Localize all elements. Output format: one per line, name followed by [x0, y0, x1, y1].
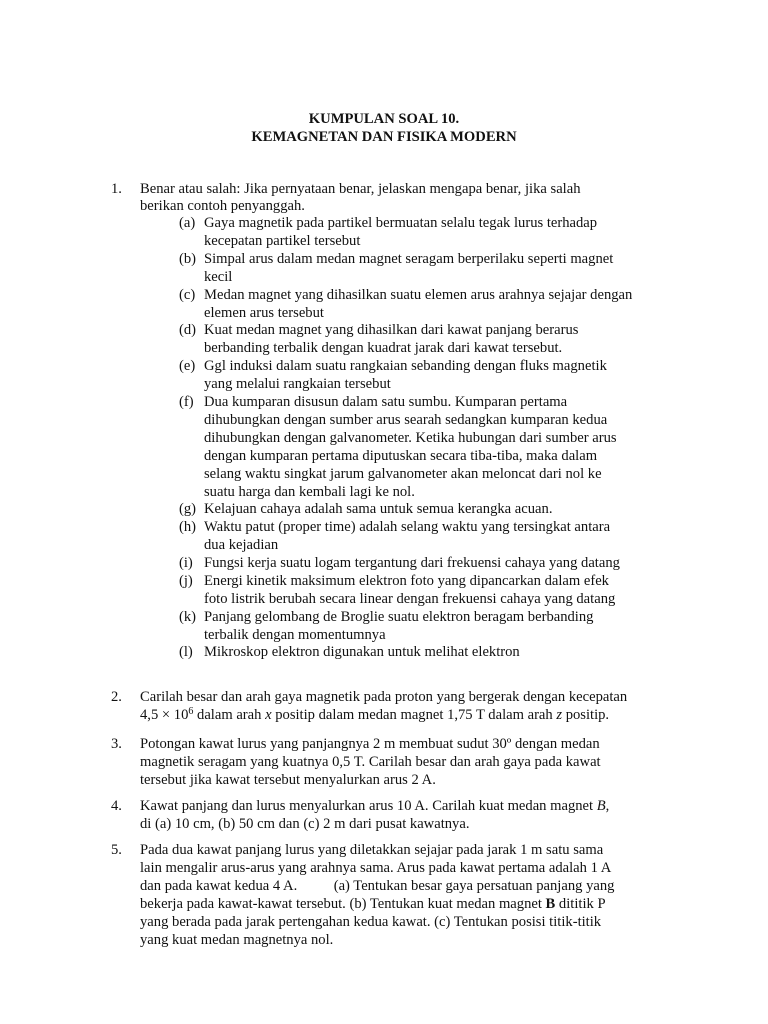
item-j-line-2: foto listrik berubah secara linear dengan frekuensi cahaya yang datang — [204, 591, 616, 607]
q4-var-b: B — [596, 798, 606, 814]
title-line-1: KUMPULAN SOAL 10. — [308, 111, 460, 127]
item-e-line-1: Ggl induksi dalam suatu rangkaian sebanding dengan fluks magnetik — [204, 358, 607, 374]
item-f-label: (f) — [179, 394, 194, 410]
q5-text-c: dititik P — [555, 896, 606, 912]
q2-coefficient: 4,5 × 10 — [140, 707, 189, 723]
item-g-label: (g) — [179, 501, 197, 517]
item-a-label: (a) — [179, 215, 196, 231]
question-1-intro-line-1: Benar atau salah: Jika pernyataan benar, jelaskan mengapa benar, jika salah — [140, 181, 581, 197]
question-1-number: 1. — [111, 181, 122, 197]
title-line-2: KEMAGNETAN DAN FISIKA MODERN — [251, 129, 517, 145]
item-b-line-1: Simpal arus dalam medan magnet seragam berperilaku seperti magnet — [204, 251, 614, 267]
item-d-line-2: berbanding terbalik dengan kuadrat jarak dari kawat tersebut. — [204, 340, 563, 356]
q4-text-a: Kawat panjang dan lurus menyalurkan arus 10 A. Carilah kuat medan magnet — [140, 798, 597, 814]
question-3-number: 3. — [111, 736, 122, 752]
item-j-line-1: Energi kinetik maksimum elektron foto yang dipancarkan dalam efek — [204, 573, 609, 589]
item-i-label: (i) — [179, 555, 193, 571]
item-l-line-1: Mikroskop elektron digunakan untuk melihat elektron — [204, 644, 520, 660]
question-5-line-2: lain mengalir arus-arus yang arahnya sama. Arus pada kawat pertama adalah 1 A — [140, 860, 612, 876]
item-i-line-1: Fungsi kerja suatu logam tergantung dari frekuensi cahaya yang datang — [204, 555, 620, 571]
question-2-line-2 — [140, 706, 609, 724]
question-5-line-6: yang kuat medan magnetnya nol. — [140, 932, 334, 948]
q4-text-c: , — [605, 798, 610, 814]
question-5-number: 5. — [111, 842, 122, 858]
item-f-line-3: dihubungkan dengan galvanometer. Ketika hubungan dari sumber arus — [204, 430, 617, 446]
item-l-label: (l) — [179, 644, 193, 660]
item-b-label: (b) — [179, 251, 197, 267]
question-5-line-4 — [140, 895, 606, 913]
question-3-line-1: Potongan kawat lurus yang panjangnya 2 m membuat sudut 30º dengan medan — [140, 736, 600, 752]
item-f-line-1: Dua kumparan disusun dalam satu sumbu. Kumparan pertama — [204, 394, 568, 410]
item-g-line-1: Kelajuan cahaya adalah sama untuk semua kerangka acuan. — [204, 501, 553, 517]
q5-text-a: bekerja pada kawat-kawat tersebut. (b) Tentukan kuat medan magnet — [140, 896, 546, 912]
item-k-line-2: terbalik dengan momentumnya — [204, 627, 386, 643]
question-4-line-1 — [140, 797, 609, 815]
question-2-number: 2. — [111, 689, 122, 705]
question-3-line-2: magnetik seragam yang kuatnya 0,5 T. Carilah besar dan arah gaya pada kawat — [140, 754, 601, 770]
q2-var-x: x — [265, 707, 272, 723]
q2-text-d: positip. — [562, 707, 610, 723]
question-4-number: 4. — [111, 798, 122, 814]
item-c-label: (c) — [179, 287, 196, 303]
question-5-line-1: Pada dua kawat panjang lurus yang diletakkan sejajar pada jarak 1 m satu sama — [140, 842, 604, 858]
question-4-line-2: di (a) 10 cm, (b) 50 cm dan (c) 2 m dari pusat kawatnya. — [140, 816, 470, 832]
q2-exponent: 6 — [188, 706, 194, 717]
question-1-intro-line-2: berikan contoh penyanggah. — [140, 198, 305, 214]
item-a-line-2: kecepatan partikel tersebut — [204, 233, 361, 249]
item-k-line-1: Panjang gelombang de Broglie suatu elektron beragam berbanding — [204, 609, 594, 625]
item-h-label: (h) — [179, 519, 197, 535]
question-5-line-3: dan pada kawat kedua 4 A. (a) Tentukan besar gaya persatuan panjang yang — [140, 878, 615, 894]
item-f-line-5: selang waktu singkat jarum galvanometer akan meloncat dari nol ke — [204, 466, 602, 482]
question-2-line-1: Carilah besar dan arah gaya magnetik pada proton yang bergerak dengan kecepatan — [140, 689, 628, 705]
item-d-line-1: Kuat medan magnet yang dihasilkan dari kawat panjang berarus — [204, 322, 579, 338]
item-h-line-1: Waktu patut (proper time) adalah selang waktu yang tersingkat antara — [204, 519, 611, 535]
item-e-label: (e) — [179, 358, 196, 374]
item-f-line-2: dihubungkan dengan sumber arus searah sedangkan kumparan kedua — [204, 412, 608, 428]
item-f-line-6: suatu harga dan kembali lagi ke nol. — [204, 484, 415, 500]
item-b-line-2: kecil — [204, 269, 233, 285]
item-h-line-2: dua kejadian — [204, 537, 279, 553]
item-c-line-2: elemen arus tersebut — [204, 305, 324, 321]
item-e-line-2: yang melalui rangkaian tersebut — [204, 376, 391, 392]
q2-var-z: z — [556, 707, 563, 723]
q2-text-c: positip dalam medan magnet 1,75 T dalam arah — [271, 707, 557, 723]
item-j-label: (j) — [179, 573, 193, 589]
q5-bold-b: B — [545, 896, 556, 912]
question-3-line-3: tersebut jika kawat tersebut menyalurkan arus 2 A. — [140, 772, 436, 788]
item-c-line-1: Medan magnet yang dihasilkan suatu elemen arus arahnya sejajar dengan — [204, 287, 633, 303]
item-k-label: (k) — [179, 609, 197, 625]
item-f-line-4: dengan kumparan pertama diputuskan secara tiba-tiba, maka dalam — [204, 448, 598, 464]
question-5-line-5: yang berada pada jarak pertengahan kedua kawat. (c) Tentukan posisi titik-titik — [140, 914, 602, 930]
item-a-line-1: Gaya magnetik pada partikel bermuatan selalu tegak lurus terhadap — [204, 215, 598, 231]
item-d-label: (d) — [179, 322, 197, 338]
q2-text-b: dalam arah — [193, 707, 266, 723]
